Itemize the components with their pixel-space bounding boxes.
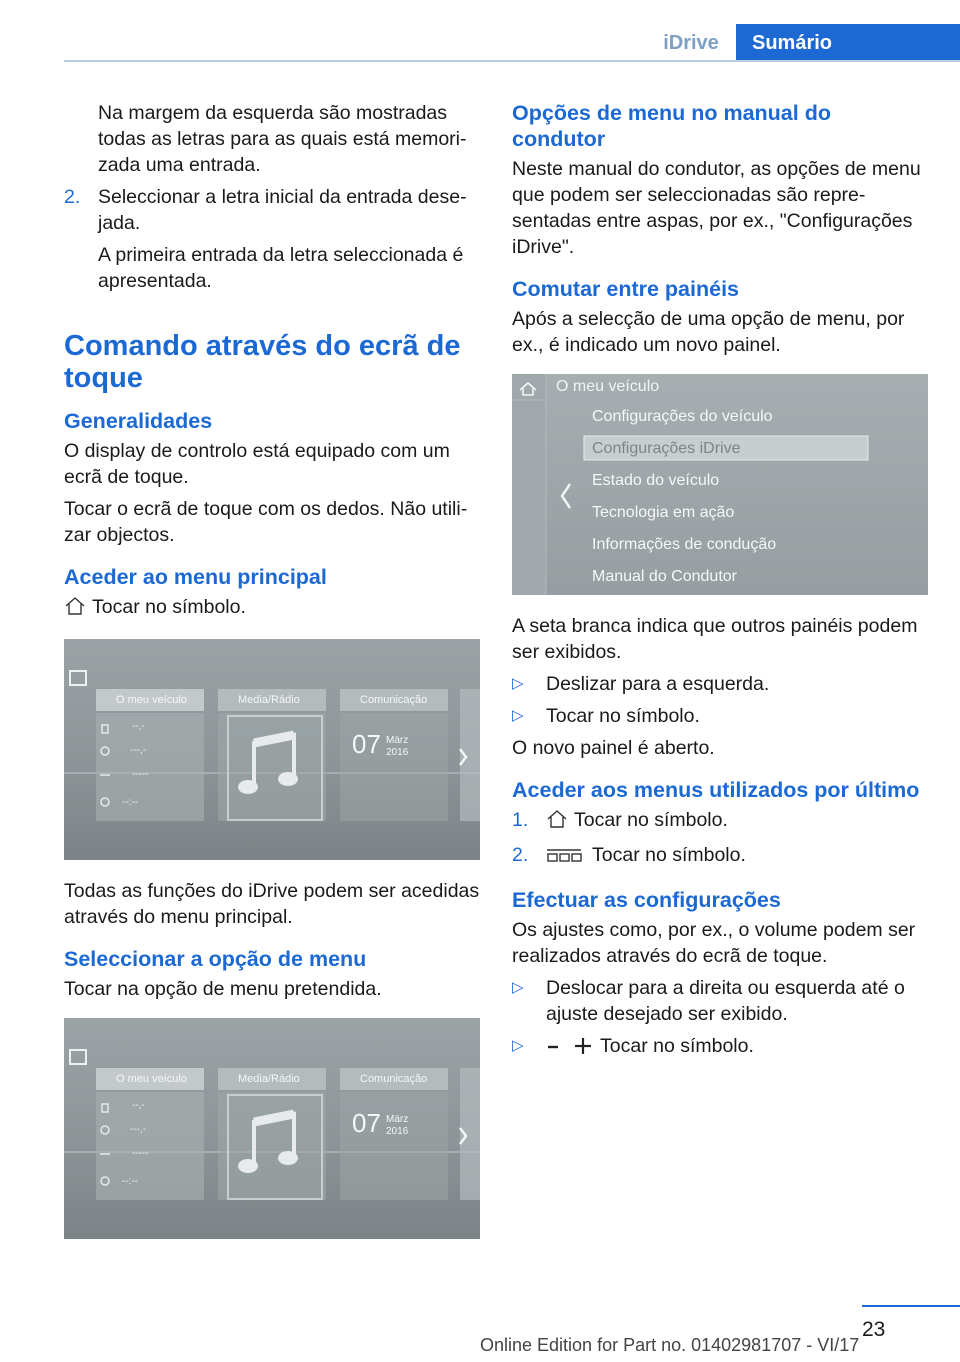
date-month: März (386, 735, 409, 746)
home-icon (546, 809, 568, 836)
date-day: 07 (352, 729, 381, 759)
general-paragraph-1: O display de controlo está equipado com um ecrã de toque. (64, 440, 450, 488)
main-menu-paragraph: Todas as funções do iDrive podem ser acedidas através do menu principal. (64, 880, 480, 928)
last-step-1 (512, 807, 930, 836)
section-heading-access-main: Aceder ao menu principal (64, 565, 327, 589)
bullet-tap: ▷ Tocar no símbolo. (512, 705, 700, 727)
date-year: 2016 (386, 1126, 409, 1137)
vehicle-row-4: --:-- (122, 1176, 139, 1187)
panel-opened-text: O novo painel é aberto. (512, 737, 715, 759)
bullet-text: Deslocar para a direita ou esquerda até o ajuste desejado ser exibido. (546, 977, 905, 1025)
footer-rule (862, 1305, 960, 1307)
menu-item-vehicle-settings[interactable]: Configurações do veículo (592, 408, 773, 425)
home-screen-image (64, 639, 480, 860)
home-icon (64, 596, 86, 623)
date-year: 2016 (386, 747, 409, 758)
step-text: Seleccionar a letra inicial da entrada desejada. (98, 186, 467, 234)
section-heading-switch-panels: Comutar entre painéis (512, 277, 739, 301)
step-number: 2. (512, 844, 529, 866)
date-month: März (386, 1114, 409, 1125)
section-heading-last-menus: Aceder aos menus utilizados por último (512, 778, 920, 802)
tile-media-label: Media/Rádio (238, 694, 300, 706)
options-paragraph: Neste manual do condutor, as opções de menu que podem ser seleccionadas são representadas entre aspas, por ex., "Configurações iDrive". (512, 158, 921, 258)
step-number: 1. (512, 809, 529, 831)
home-screen-image-2 (64, 1018, 480, 1239)
minus-icon (546, 1036, 560, 1062)
vehicle-row-4: --:-- (122, 797, 139, 808)
tile-my-vehicle-label: O meu veículo (116, 694, 187, 706)
edition-footer: Online Edition for Part no. 01402981707 - VI/17 (480, 1335, 860, 1355)
step-2 (64, 184, 482, 236)
step-text: Tocar no símbolo. (574, 809, 728, 831)
section-heading-select-option: Seleccionar a opção de menu (64, 947, 367, 971)
menu-item-idrive-settings[interactable]: Configurações iDrive (592, 440, 741, 457)
intro-paragraph: Na margem da esquerda são mostradas todas as letras para as quais está memorizada uma entrada. (98, 102, 467, 176)
tile-media-label: Media/Rádio (238, 1073, 300, 1085)
tile-communication-label: Comunicação (360, 1073, 428, 1085)
menu-screen-image (512, 374, 928, 595)
menu-title: O meu veículo (556, 378, 660, 395)
date-day: 07 (352, 1108, 381, 1138)
section-heading-menu-options: Opções de menu no manual do condutor (512, 101, 831, 151)
header-rule (64, 60, 960, 62)
bullet-slide: ▷ Deslocar para a direita ou esquerda até o ajuste desejado ser exibido. (512, 977, 905, 1025)
arrow-paragraph: A seta branca indica que outros painéis podem ser exibidos. (512, 615, 918, 663)
page-number: 23 (862, 1318, 886, 1341)
vehicle-row-3: ----- (132, 769, 149, 780)
menu-list-icon (546, 845, 582, 871)
tile-communication-label: Comunicação (360, 694, 428, 706)
vehicle-row-2: ---,- (130, 1124, 147, 1135)
section-heading-settings: Efectuar as configurações (512, 888, 781, 912)
access-instruction (64, 594, 482, 623)
bullet-text: Deslizar para a esquerda. (546, 673, 770, 695)
tile-my-vehicle-label: O meu veículo (116, 1073, 187, 1085)
step-2-note: A primeira entrada da letra seleccionada é apresentada. (98, 244, 464, 292)
menu-item-owners-manual[interactable]: Manual do Condutor (592, 568, 737, 585)
bullet-text: Tocar no símbolo. (546, 705, 700, 727)
vehicle-row-1: --,- (132, 1100, 145, 1111)
general-paragraph-2: Tocar o ecrã de toque com os dedos. Não utilizar objectos. (64, 498, 468, 546)
vehicle-row-1: --,- (132, 721, 145, 732)
menu-item-vehicle-status[interactable]: Estado do veículo (592, 472, 720, 489)
settings-paragraph: Os ajustes como, por ex., o volume podem ser realizados através do ecrã de toque. (512, 919, 916, 967)
bullet-text: Tocar no símbolo. (600, 1035, 754, 1057)
header-tab-contents[interactable]: Sumário (736, 24, 960, 62)
step-text: Tocar no símbolo. (592, 844, 746, 866)
vehicle-row-3: ----- (132, 1148, 149, 1159)
menu-item-technology[interactable]: Tecnologia em ação (592, 504, 735, 521)
access-text: Tocar no símbolo. (92, 596, 246, 618)
switch-paragraph: Após a selecção de uma opção de menu, por ex., é indicado um novo painel. (512, 308, 905, 356)
last-step-2 (512, 842, 930, 871)
left-column (64, 100, 482, 1257)
menu-item-driving-info[interactable]: Informações de condução (592, 536, 777, 553)
header-section-label[interactable]: iDrive (663, 32, 719, 54)
chapter-heading: Comando através do ecrã de toque (64, 330, 461, 394)
section-heading-general: Generalidades (64, 409, 213, 433)
bullet-swipe: ▷ Deslizar para a esquerda. (512, 673, 770, 695)
step-number: 2. (64, 186, 81, 208)
right-column (512, 100, 930, 1068)
plus-icon (574, 1036, 592, 1062)
vehicle-row-2: ---,- (130, 745, 147, 756)
select-paragraph: Tocar na opção de menu pretendida. (64, 978, 382, 1000)
bullet-plus-minus: ▷ Tocar no símbolo. (512, 1033, 930, 1062)
